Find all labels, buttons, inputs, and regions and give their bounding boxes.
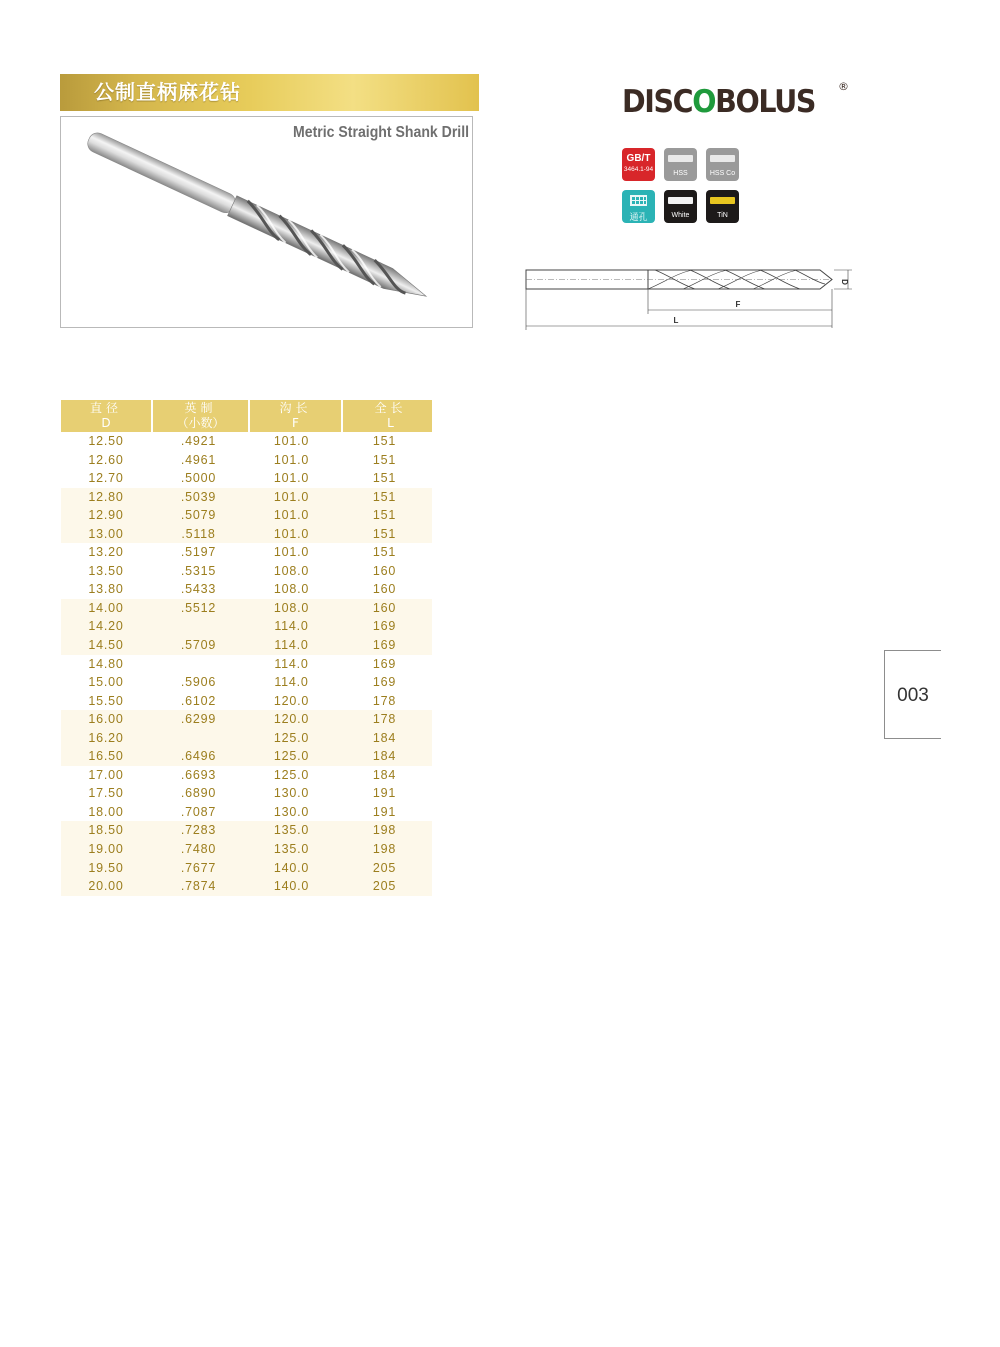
white-finish-badge: White	[664, 190, 697, 223]
table-cell: 191	[372, 804, 397, 819]
brand-logo	[622, 74, 854, 124]
table-row	[61, 432, 432, 451]
drill-photo	[61, 117, 472, 327]
table-row	[61, 469, 432, 488]
table-cell: 101.0	[273, 471, 310, 486]
table-cell: 184	[372, 730, 397, 745]
table-cell: 160	[372, 582, 397, 597]
table-cell: 151	[372, 508, 397, 523]
table-cell: 19.50	[88, 860, 124, 875]
table-row	[61, 506, 432, 525]
table-row	[61, 784, 432, 803]
table-cell: 17.50	[88, 786, 124, 801]
table-row	[61, 636, 432, 655]
table-cell: .7283	[180, 823, 217, 838]
table-cell: 169	[372, 619, 397, 634]
table-row	[61, 451, 432, 470]
table-cell: 101.0	[273, 526, 310, 541]
table-row	[61, 747, 432, 766]
through-hole-badge: 通孔	[622, 190, 655, 223]
table-cell: 198	[372, 842, 397, 857]
table-row	[61, 877, 432, 896]
table-cell: 13.50	[88, 563, 124, 578]
table-cell: .5118	[181, 526, 216, 541]
table-cell: 160	[372, 563, 397, 578]
table-cell: 151	[372, 452, 397, 467]
table-cell: 12.90	[88, 508, 124, 523]
row-group	[61, 821, 432, 895]
table-cell: 101.0	[273, 545, 310, 560]
table-cell: 13.00	[88, 526, 124, 541]
table-cell: .5315	[180, 563, 217, 578]
table-cell: 12.50	[88, 434, 124, 448]
row-group	[61, 655, 432, 711]
table-cell: .6299	[180, 712, 217, 727]
table-row	[61, 840, 432, 859]
table-cell: .6890	[180, 786, 217, 801]
table-row	[61, 821, 432, 840]
table-cell: 178	[372, 693, 397, 708]
table-cell: .7480	[180, 842, 217, 857]
table-cell: 151	[372, 489, 397, 504]
table-cell	[151, 729, 246, 748]
table-cell: 14.20	[88, 619, 124, 634]
table-cell: 12.70	[88, 471, 124, 486]
table-cell: 135.0	[273, 842, 310, 857]
table-cell: 114.0	[274, 656, 309, 671]
table-cell: 184	[372, 749, 397, 764]
table-cell: 120.0	[273, 712, 310, 727]
header-overall-length: 全长 L	[341, 400, 438, 432]
table-row	[61, 525, 432, 544]
table-cell: 108.0	[273, 600, 310, 615]
table-row	[61, 803, 432, 822]
hss-co-badge: HSS Co	[706, 148, 739, 181]
row-group	[61, 599, 432, 655]
dim-d-label: D	[840, 279, 849, 285]
table-cell: 108.0	[273, 563, 310, 578]
table-row	[61, 599, 432, 618]
title-banner	[60, 74, 479, 111]
table-cell: 16.50	[88, 749, 124, 764]
table-cell: 15.50	[88, 693, 124, 708]
table-cell: 184	[372, 767, 397, 782]
table-cell: 205	[372, 879, 397, 894]
table-cell: 125.0	[273, 767, 310, 782]
table-cell: .4921	[180, 434, 217, 448]
table-cell: .6102	[180, 693, 217, 708]
table-row	[61, 729, 432, 748]
table-row	[61, 580, 432, 599]
table-cell: 16.00	[88, 712, 124, 727]
dim-f-label: F	[735, 300, 741, 309]
table-cell: .7677	[180, 860, 217, 875]
table-cell: .5000	[180, 471, 217, 486]
table-cell: .5709	[180, 638, 217, 653]
registered-mark: ®	[838, 80, 849, 93]
table-row	[61, 655, 432, 674]
table-cell: 130.0	[273, 804, 310, 819]
table-cell: 12.80	[88, 489, 124, 504]
table-cell: 130.0	[273, 786, 310, 801]
page-number: 003	[897, 685, 929, 706]
page-title-en: Metric Straight Shank Drill	[292, 124, 469, 141]
table-row	[61, 617, 432, 636]
table-cell: 14.50	[88, 638, 124, 653]
table-cell: 140.0	[273, 860, 310, 875]
table-cell: 151	[372, 471, 397, 486]
table-cell: 13.80	[88, 582, 124, 597]
table-cell: 191	[372, 786, 397, 801]
table-cell: .7874	[180, 879, 217, 894]
table-cell: 18.50	[88, 823, 124, 838]
table-cell: 101.0	[273, 489, 310, 504]
table-cell: 169	[372, 638, 397, 653]
table-cell: .7087	[180, 804, 217, 819]
table-cell: 114.0	[274, 675, 309, 690]
product-photo-frame	[60, 116, 473, 328]
table-body	[61, 432, 432, 896]
row-group	[61, 710, 432, 766]
table-cell: 178	[372, 712, 397, 727]
tin-coating-badge: TiN	[706, 190, 739, 223]
hss-badge: HSS	[664, 148, 697, 181]
table-cell: 18.00	[88, 804, 124, 819]
table-cell: 101.0	[273, 434, 310, 448]
table-row	[61, 692, 432, 711]
page-title-cn: 公制直柄麻花钻	[94, 80, 241, 104]
table-cell: .5512	[180, 600, 217, 615]
row-group	[61, 543, 432, 599]
table-cell: .6496	[180, 749, 217, 764]
table-cell: 14.80	[88, 656, 124, 671]
table-row	[61, 562, 432, 581]
table-cell: 19.00	[88, 842, 124, 857]
table-cell: 17.00	[88, 767, 124, 782]
table-cell: .5079	[180, 508, 217, 523]
table-cell	[151, 617, 246, 636]
table-row	[61, 488, 432, 507]
through-hole-icon	[630, 195, 647, 206]
table-cell: 108.0	[273, 582, 310, 597]
table-cell: .6693	[180, 767, 217, 782]
table-cell: 151	[372, 434, 397, 448]
table-cell: .4961	[180, 452, 217, 467]
table-cell: 13.20	[88, 545, 124, 560]
table-cell: 135.0	[273, 823, 310, 838]
page-number-tab	[884, 650, 941, 739]
table-cell: 114.0	[274, 619, 309, 634]
table-cell: 125.0	[273, 749, 310, 764]
table-cell: 169	[372, 675, 397, 690]
table-row	[61, 766, 432, 785]
table-cell: 12.60	[88, 452, 124, 467]
header-diameter: 直径 D	[89, 401, 122, 430]
table-cell: 101.0	[273, 452, 310, 467]
table-cell: 16.20	[88, 730, 124, 745]
table-cell: 169	[372, 656, 397, 671]
table-cell: 205	[372, 860, 397, 875]
row-group	[61, 488, 432, 544]
table-cell: 101.0	[273, 508, 310, 523]
table-cell: 20.00	[88, 879, 124, 894]
table-cell: 15.00	[88, 675, 124, 690]
header-flute-length: 沟长 F	[248, 400, 341, 432]
table-cell: 151	[372, 526, 397, 541]
header-inch: 英制 （小数）	[151, 400, 248, 432]
table-cell	[151, 655, 246, 674]
table-cell: 198	[372, 823, 397, 838]
table-cell: 125.0	[273, 730, 310, 745]
table-row	[61, 543, 432, 562]
table-row	[61, 710, 432, 729]
table-cell: .5039	[180, 489, 217, 504]
table-cell: 120.0	[273, 693, 310, 708]
row-group	[61, 432, 432, 488]
table-cell: 114.0	[274, 638, 309, 653]
dimension-drawing	[520, 262, 860, 334]
dim-l-label: L	[673, 316, 679, 325]
standard-badge: GB/T 3464.1-94	[622, 148, 655, 181]
table-cell: .5197	[180, 545, 217, 560]
brand-wordmark: DISCOBOLUS	[622, 84, 816, 120]
table-cell: .5433	[180, 582, 217, 597]
table-row	[61, 673, 432, 692]
table-cell: 160	[372, 600, 397, 615]
table-cell: 14.00	[88, 600, 124, 615]
table-cell: 140.0	[273, 879, 310, 894]
table-row	[61, 859, 432, 878]
table-cell: 151	[372, 545, 397, 560]
table-cell: .5906	[180, 675, 217, 690]
row-group	[61, 766, 432, 822]
table-header	[61, 400, 432, 432]
spec-table	[61, 400, 432, 896]
